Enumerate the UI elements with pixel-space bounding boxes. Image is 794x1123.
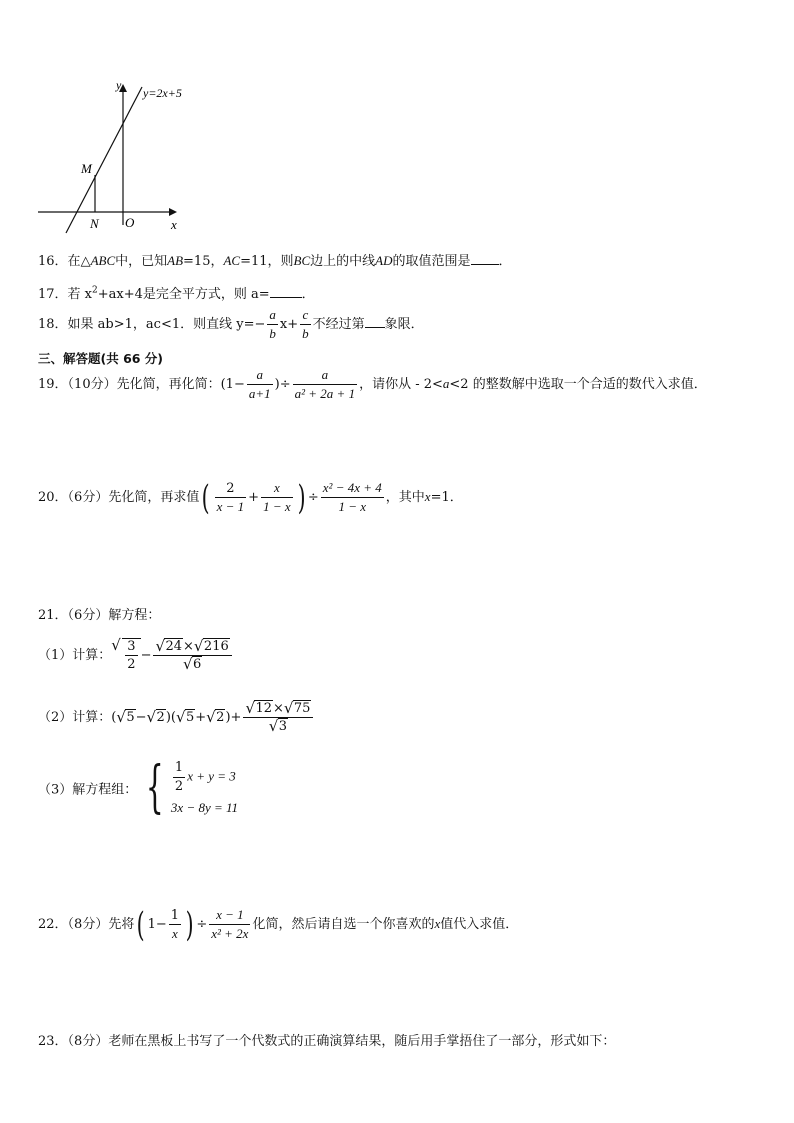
question-21 — [38, 604, 160, 623]
q18-text-1: 如果 ab>1，ac<1．则直线 y=− — [67, 317, 266, 332]
question-16 — [38, 250, 512, 269]
radicand: 2 — [216, 710, 225, 725]
denominator: a² + 2a + 1 — [294, 386, 356, 401]
question-number: 22． — [38, 917, 68, 932]
equation-1 — [171, 760, 238, 794]
radicand: 12 — [255, 701, 272, 716]
point-n-label: N — [90, 216, 99, 231]
divide-symbol: ÷ — [196, 917, 208, 932]
q19-close-paren: ) — [274, 377, 280, 392]
x-axis-arrow-icon — [169, 208, 177, 216]
radicand: 5 — [185, 710, 195, 725]
q22-text-2: 化简，然后请自选一个你喜欢的 — [252, 917, 435, 932]
fraction-root-product — [153, 639, 231, 672]
numerator: a — [267, 307, 278, 325]
question-21-part-3 — [38, 755, 239, 820]
q19-text-2: ，请你从 - 2< — [359, 377, 443, 392]
denominator: 2 — [174, 778, 184, 794]
q17-text-3: ． — [301, 287, 315, 302]
left-paren: ( — [201, 477, 210, 518]
denominator: x — [172, 925, 178, 941]
segment-ab: AB — [167, 253, 184, 268]
score-label: （8分） — [67, 1034, 109, 1049]
radicand: 75 — [293, 701, 311, 716]
q18-text-4: 象限． — [384, 317, 424, 332]
denominator: 1 − x — [263, 499, 291, 514]
times-symbol: × — [272, 701, 284, 716]
answer-blank[interactable] — [365, 315, 385, 328]
score-label: （6分） — [67, 490, 109, 505]
question-19 — [38, 367, 707, 402]
fraction-1-over-x — [169, 908, 181, 942]
triangle-symbol: △ — [80, 254, 91, 269]
question-21-part-1 — [38, 638, 234, 672]
left-paren: ( — [136, 904, 145, 945]
segment-ad: AD — [375, 253, 393, 268]
segment-ac: AC — [223, 253, 241, 268]
question-20 — [38, 477, 463, 518]
section-heading: 三、解答题(共 66 分) — [38, 351, 164, 366]
left-brace: { — [146, 755, 165, 820]
fraction-x-minus-1-over-quadratic — [209, 907, 250, 942]
question-number: 17． — [38, 287, 68, 302]
origin-label: O — [125, 215, 135, 230]
fraction-a-over-quadratic — [293, 367, 357, 402]
fraction-3-over-2 — [125, 639, 137, 672]
divide-symbol: ÷ — [279, 377, 291, 392]
q17-text-1: 若 x — [67, 287, 93, 302]
equation-system — [171, 760, 238, 816]
numerator: 1 — [170, 907, 180, 923]
radicand: 24 — [165, 639, 183, 654]
variable-x: x — [434, 916, 441, 931]
score-label: （10分） — [67, 377, 117, 392]
right-paren: ) — [185, 904, 194, 945]
question-23 — [38, 1030, 615, 1049]
question-number: 16． — [38, 254, 68, 269]
x-axis-label: x — [171, 217, 177, 232]
q21-text-1: 解方程： — [108, 608, 161, 623]
q23-text-1: 老师在黑板上书写了一个代数式的正确演算结果，随后用手掌捂住了一部分，形式如下： — [108, 1034, 616, 1049]
q19-text-3: <2 的整数解中选取一个合适的数代入求值． — [449, 377, 707, 392]
denominator: a+1 — [248, 386, 271, 401]
part-label: （2）计算： — [38, 710, 112, 725]
minus-symbol: − — [140, 648, 152, 663]
denominator: x² + 2x — [211, 926, 249, 941]
line-graph-figure — [30, 75, 200, 240]
numerator: x − 1 — [209, 907, 250, 925]
radicand: 2 — [156, 710, 165, 725]
question-17 — [38, 283, 315, 302]
question-number: 23． — [38, 1034, 68, 1049]
equation-1-rest: x + y = 3 — [187, 768, 236, 784]
part-label: （1）计算： — [38, 648, 112, 663]
numerator: x — [261, 480, 293, 498]
denominator: b — [269, 326, 276, 341]
q20-text-1: 先化简，再求值 — [108, 490, 200, 505]
plus-symbol: + — [248, 490, 260, 505]
minus-symbol: − — [135, 710, 147, 725]
answer-blank[interactable] — [471, 252, 499, 265]
radicand: 6 — [192, 657, 202, 672]
q16-text-3: =15， — [183, 254, 224, 269]
fraction-a-over-b — [267, 307, 278, 342]
fraction-quadratic-over-1-minus-x — [321, 480, 384, 515]
q16-text-2: 中，已知 — [115, 254, 168, 269]
numerator: a — [293, 367, 357, 385]
denominator: b — [302, 326, 309, 341]
equation-2: 3x − 8y = 11 — [170, 800, 239, 816]
segment-bc: BC — [293, 253, 311, 268]
fraction-2-over-x-minus-1 — [215, 481, 247, 515]
numerator: 2 — [215, 481, 247, 498]
q18-text-3: 不经过第 — [312, 317, 365, 332]
plus-symbol: + — [230, 710, 242, 725]
mid-parens: )( — [165, 710, 176, 725]
question-number: 20． — [38, 490, 68, 505]
variable-a: a — [442, 376, 450, 391]
radicand: 5 — [126, 710, 135, 725]
fraction-c-over-b — [300, 307, 311, 342]
open-paren: ( — [111, 710, 117, 725]
q16-text-5: 边上的中线 — [310, 254, 376, 269]
times-symbol: × — [183, 639, 194, 654]
answer-blank[interactable] — [270, 285, 302, 298]
radicand: 216 — [203, 639, 229, 654]
q19-text-1: 先化简，再化简： — [116, 377, 221, 392]
q17-text-2: +ax+4是完全平方式，则 a= — [97, 287, 270, 302]
question-number: 18． — [38, 317, 68, 332]
variable-x: x — [424, 489, 431, 504]
sqrt-fraction — [111, 638, 140, 672]
q16-text-4: =11，则 — [240, 254, 294, 269]
fraction-a-over-a-plus-1 — [247, 367, 273, 402]
q18-text-2: x+ — [279, 317, 299, 332]
close-paren: ) — [225, 710, 231, 725]
function-line — [66, 87, 142, 233]
q19-open-paren: (1− — [220, 377, 245, 392]
part-label: （3）解方程组： — [38, 782, 138, 798]
q16-text-6: 的取值范围是 — [392, 254, 471, 269]
denominator: x − 1 — [216, 498, 245, 514]
q20-text-2: ，其中 — [385, 490, 425, 505]
numerator: a — [247, 367, 273, 385]
question-22 — [38, 904, 519, 945]
question-21-part-2 — [38, 701, 315, 734]
fraction-x-over-1-minus-x — [261, 480, 293, 515]
denominator: 2 — [127, 657, 136, 672]
line-equation-label: y=2x+5 — [143, 86, 182, 100]
fraction-root-product — [243, 701, 313, 734]
numerator: 1 — [173, 760, 185, 778]
denominator: 1 − x — [338, 499, 367, 514]
q16-text-1: 在 — [67, 254, 81, 269]
score-label: （8分） — [67, 917, 109, 932]
q20-text-3: =1． — [430, 490, 463, 505]
q17-exponent: 2 — [92, 285, 98, 296]
score-label: （6分） — [67, 608, 109, 623]
q22-text-3: 值代入求值． — [440, 917, 519, 932]
plus-symbol: + — [195, 710, 207, 725]
question-number: 21． — [38, 608, 68, 623]
triangle-abc: ABC — [90, 253, 116, 268]
q22-text-1: 先将 — [108, 917, 135, 932]
q16-text-7: ． — [498, 254, 512, 269]
divide-symbol: ÷ — [307, 490, 319, 505]
point-m-label: M — [81, 161, 92, 176]
q22-inner-expr: 1− — [147, 917, 167, 932]
y-axis-label: y — [116, 78, 122, 92]
right-paren: ) — [297, 477, 306, 518]
numerator: x² − 4x + 4 — [321, 480, 384, 498]
question-number: 19． — [38, 377, 68, 392]
radicand: 3 — [278, 719, 288, 734]
question-18 — [38, 307, 424, 342]
numerator: √ 3 — [127, 639, 136, 654]
numerator: c — [300, 307, 311, 325]
